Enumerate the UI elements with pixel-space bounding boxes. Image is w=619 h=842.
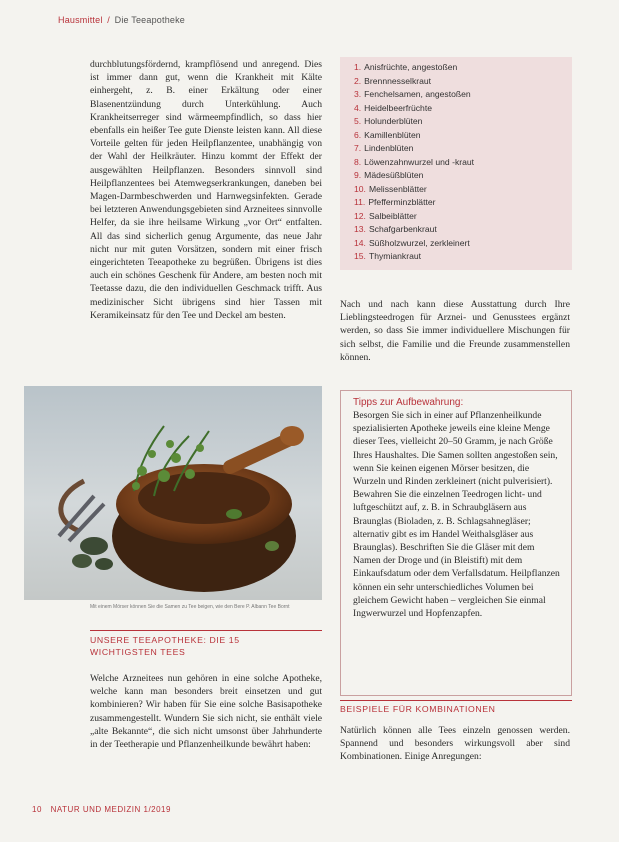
tea-list bbox=[340, 57, 572, 270]
photo-caption: Mit einem Mörser können Sie die Samen zu Tee beigen, wie den Bere P. Albann Tee Bornt bbox=[90, 604, 290, 610]
left-bottom-text: Welche Arzneitees nun gehören in eine solche Apotheke, welche kann man besonders breit einsetzen und gut kombinieren? Wir haben für Sie eine solche Basisapotheke zusammengestellt. Wundern Sie sich nicht, sie enthält viele „alte Bekannte“, die sich nicht umsonst über Jahrhunderte in der Teetherapie und Pflanzenheilkunde bewährt haben: bbox=[90, 673, 322, 751]
page-footer bbox=[32, 805, 171, 814]
tea-list-item: 13. Schafgarbenkraut bbox=[354, 224, 437, 234]
storage-tips-box bbox=[340, 390, 572, 696]
tips-title: Tipps zur Aufbewahrung: bbox=[353, 397, 464, 408]
right-column-text: Nach und nach kann diese Ausstattung durch Ihre Lieblingsteedrogen für Arznei- und Genusstees ergänzt werden, so dass Sie immer individuellere Mischungen für sich selbst, die Familie und die Freunde zusammenstellen können. bbox=[340, 299, 570, 363]
section-heading-teeapotheke: UNSERE TEEAPOTHEKE: DIE 15 WICHTIGSTEN TEES bbox=[90, 630, 322, 658]
magazine-issue: NATUR UND MEDIZIN 1/2019 bbox=[50, 805, 171, 814]
running-header bbox=[58, 15, 185, 25]
right-bottom-text: Natürlich können alle Tees einzeln genossen werden. Spannend und besonders wirkungsvoll aber sind Kombinationen. Einige Anregungen: bbox=[340, 725, 570, 763]
tea-list-item: 2. Brennnesselkraut bbox=[354, 75, 432, 86]
tea-list-item: 12. Salbeiblätter bbox=[354, 210, 417, 221]
tea-list-item: 11. Pfefferminzblätter bbox=[354, 197, 436, 207]
tea-list-item: 1. Anisfrüchte, angestoßen bbox=[354, 62, 458, 72]
tea-list-item: 8. Löwenzahnwurzel und -kraut bbox=[354, 156, 475, 167]
tea-list-item: 6. Kamillenblüten bbox=[354, 129, 421, 140]
tips-text: Besorgen Sie sich in einer auf Pflanzenheilkunde spezialisierten Apotheke jeweils eine kleine Menge dieser Tees, vielleicht 20–50 Gramm, je nach Größe Ihres Haushaltes. Die Samen sollten angestoßen sein, wenn Sie keinen eigenen Mörser besitzen, die Wurzeln und Rinden zerkleinert (nicht pulverisiert). Bewahren Sie die einzelnen Teedrogen licht- und luftgeschützt auf, z. B. in Schraubgläsern aus Braunglas (Bioladen, z. B. Schlagsahnegläser; alternativ gibt es im Handel Weithalsgläser aus Braunglas). Beschriften Sie die Gläser mit dem Namen der Droge und (in Bleistift) mit dem Einkaufsdatum oder dem Verfallsdatum. Heilpflanzen können ein sehr unterschiedliches Volumen bei gleichem Gewicht haben – vergleichen Sie einmal Ingwerwurzel und Hopfenzapfen. bbox=[353, 410, 560, 620]
tea-list-item: 9. Mädesüßblüten bbox=[354, 170, 424, 180]
mortar-photo bbox=[24, 386, 322, 600]
header-subsection: Die Teeapotheke bbox=[114, 15, 186, 25]
header-section: Hausmittel bbox=[58, 15, 103, 25]
page-number: 10 bbox=[32, 805, 42, 814]
tea-list-item: 14. Süßholzwurzel, zerkleinert bbox=[354, 237, 470, 248]
left-column-text: durchblutungsfördernd, krampflösend und anregend. Dies ist immer dann gut, wenn die Krankheit mit Kälte einhergeht, z. B. einer Erkältung oder einer Blasenentzündung durch Unterkühlung. Auch Krankheitserreger sind wärmeempfindlich, so dass hier ebenfalls ein heißer Tee gute Dienste leisten kann. All diese Vorteile gelten für jeden Heilpflanzentee, unabhängig von der Wahl der Heilkräuter. Hinzu kommt der Effekt der ausgewählten Heilpflanzen. Besonders sinnvoll sind Heilpflanzentees bei Atemwegserkrankungen, daneben bei Magen-Darmbeschwerden und Harnwegsinfekten. Gerade bei letzteren Anwendungsgebieten sind Arzneitees sinnvolle Helfer, da sie ihre heilsame Wirkung „vor Ort“ entfalten. All das sind sicherlich genug Argumente, das neue Jahr nicht nur mit guten Vorsätzen, sondern mit einer frisch eingerichteten Teeapotheke zu begrüßen. Übrigens ist dies auch ein schönes Geschenk für Andere, am besten noch mit Teetasse dazu, die den individuellen Geschmack trifft. Aus medizinischer Sicht übrigens sind hier Tassen mit Keramikeinsatz für den Tee und Deckel am besten. bbox=[90, 59, 322, 321]
tea-list-item: 4. Heidelbeerfrüchte bbox=[354, 102, 433, 113]
tea-list-item: 3. Fenchelsamen, angestoßen bbox=[354, 89, 471, 99]
tea-list-item: 15. Thymiankraut bbox=[354, 251, 422, 261]
section-heading-kombinationen: BEISPIELE FÜR KOMBINATIONEN bbox=[340, 700, 572, 714]
tea-list-item: 5. Holunderblüten bbox=[354, 116, 423, 126]
tea-list-item: 7. Lindenblüten bbox=[354, 143, 414, 153]
mortar-illustration bbox=[24, 386, 322, 600]
tea-list-item: 10. Melissenblätter bbox=[354, 183, 427, 194]
header-separator: / bbox=[107, 15, 110, 25]
